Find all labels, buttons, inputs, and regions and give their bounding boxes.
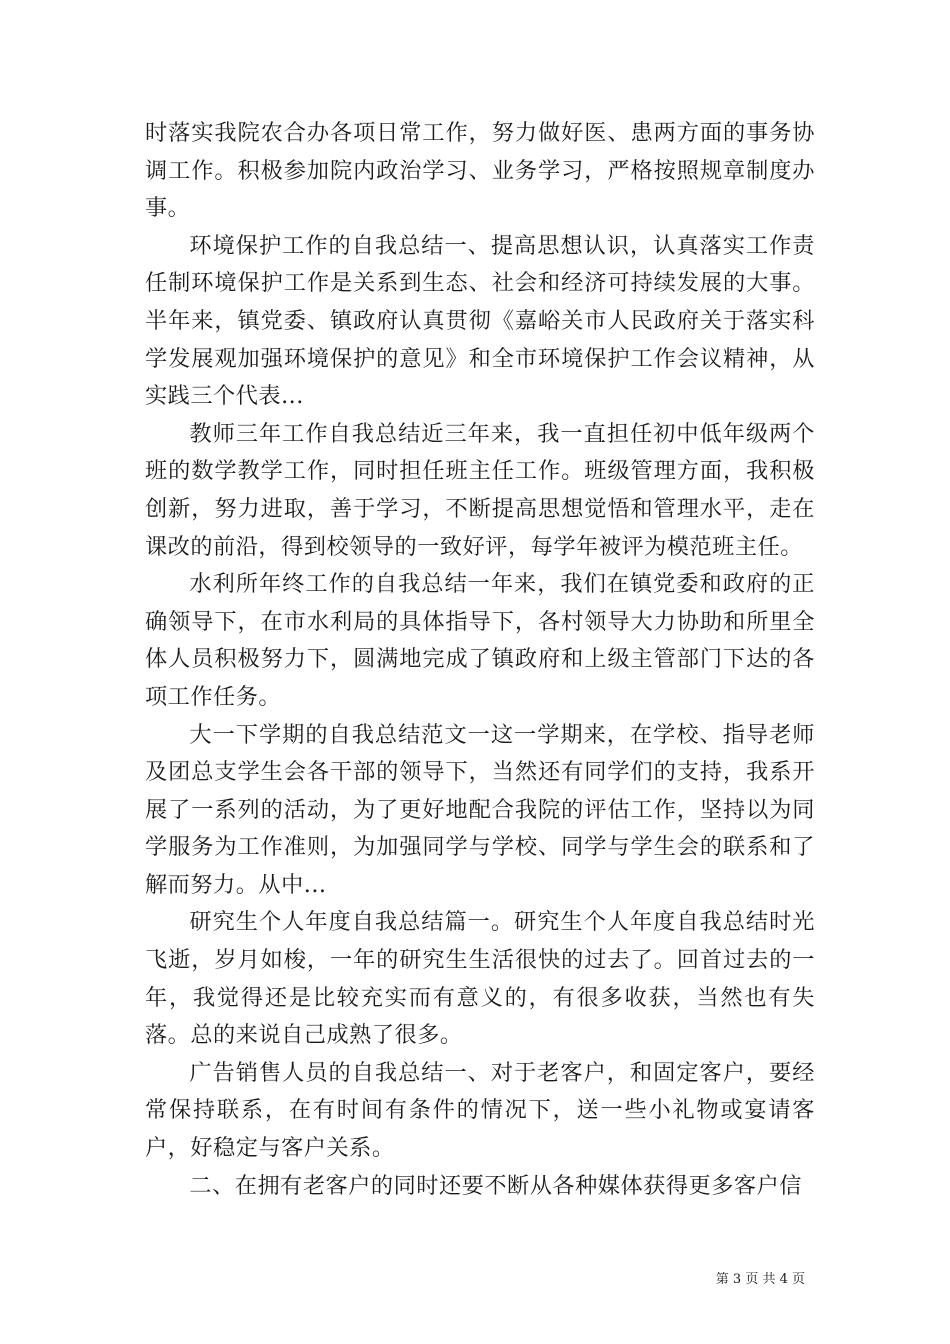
paragraph-4: 水利所年终工作的自我总结一年来，我们在镇党委和政府的正确领导下，在市水利局的具体指导下，各村领导大力协助和所里全体人员积极努力下，圆满地完成了镇政府和上级主管部门下达的各项工作任务。	[145, 571, 815, 710]
paragraph-3: 教师三年工作自我总结近三年来，我一直担任初中低年级两个班的数学教学工作，同时担任班主任工作。班级管理方面，我积极创新，努力进取，善于学习，不断提高思想觉悟和管理水平，走在课改的前沿，得到校领导的一致好评，每学年被评为模范班主任。	[145, 420, 815, 560]
paragraph-7: 广告销售人员的自我总结一、对于老客户，和固定客户，要经常保持联系，在有时间有条件的情况下，送一些小礼物或宴请客户，好稳定与客户关系。	[145, 1059, 815, 1162]
paragraph-2: 环境保护工作的自我总结一、提高思想认识，认真落实工作责任制环境保护工作是关系到生态、社会和经济可持续发展的大事。半年来，镇党委、镇政府认真贯彻《嘉峪关市人民政府关于落实科学发展观加强环境保护的意见》和全市环境保护工作会议精神，从实践三个代表...	[145, 232, 815, 410]
paragraph-6: 研究生个人年度自我总结篇一。研究生个人年度自我总结时光飞逝，岁月如梭，一年的研究生生活很快的过去了。回首过去的一年，我觉得还是比较充实而有意义的，有很多收获，当然也有失落。总的来说自己成熟了很多。	[145, 909, 815, 1049]
paragraph-8: 二、在拥有老客户的同时还要不断从各种媒体获得更多客户信	[189, 1172, 802, 1199]
page-number-footer: 第 3 页 共 4 页	[715, 1272, 805, 1287]
paragraph-5: 大一下学期的自我总结范文一这一学期来，在学校、指导老师及团总支学生会各干部的领导下，当然还有同学们的支持，我系开展了一系列的活动，为了更好地配合我院的评估工作，坚持以为同学服务为工作准则，为加强同学与学校、同学与学生会的联系和了解而努力。从中...	[145, 721, 815, 898]
document-body	[145, 115, 815, 1205]
paragraph-1: 时落实我院农合办各项日常工作，努力做好医、患两方面的事务协调工作。积极参加院内政治学习、业务学习，严格按照规章制度办事。	[145, 120, 815, 222]
